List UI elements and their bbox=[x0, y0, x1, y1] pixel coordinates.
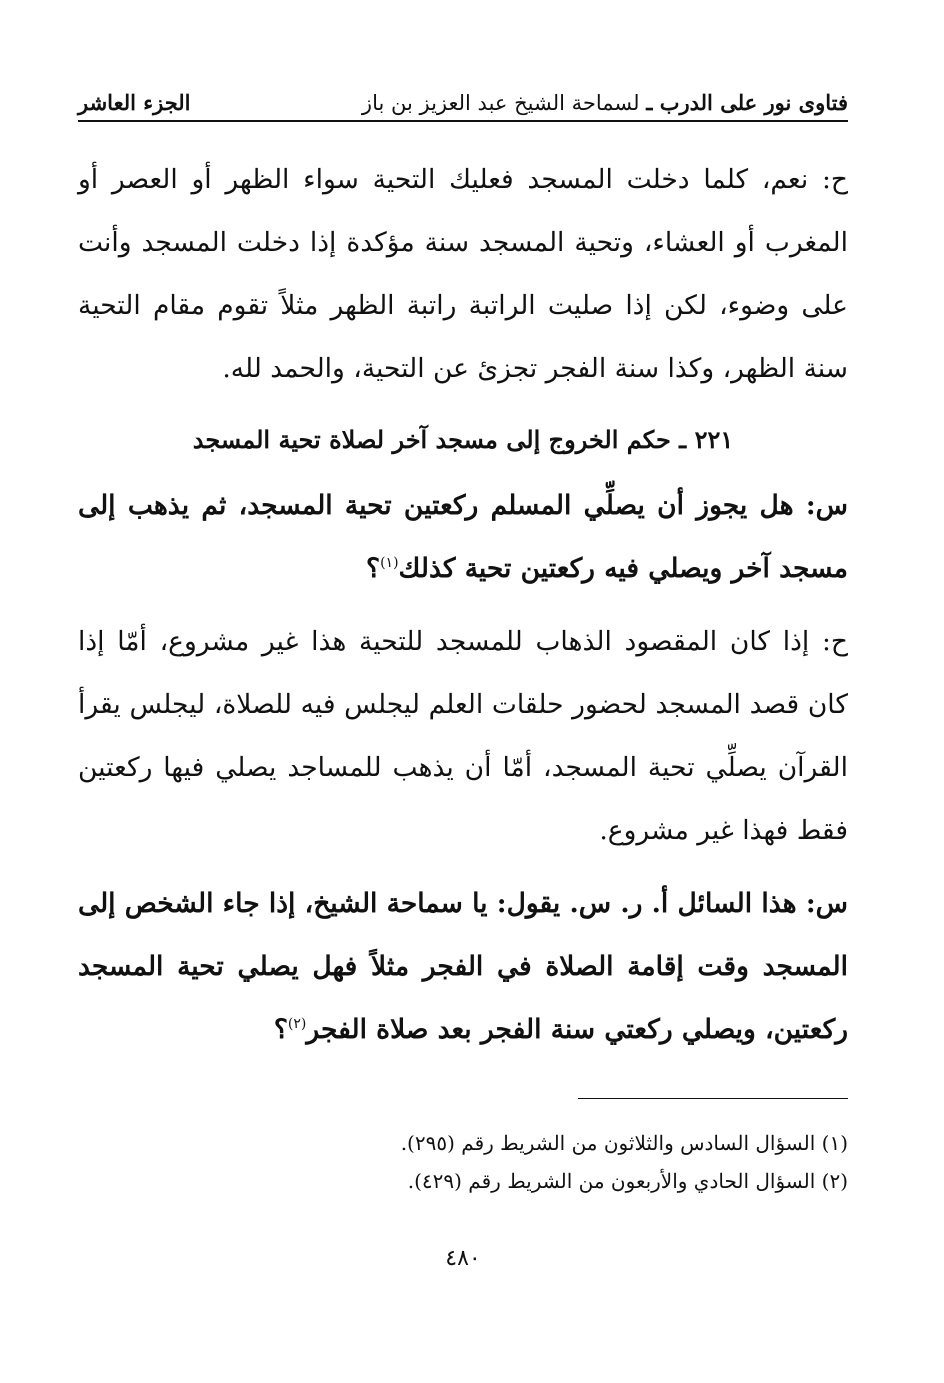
part-label: الجزء العاشر bbox=[78, 90, 191, 115]
footnote-2: (٢) السؤال الحادي والأربعون من الشريط رقم (٤٢٩). bbox=[407, 1169, 848, 1193]
question-2-text: س: هذا السائل أ. ر. س. يقول: يا سماحة الشيخ، إذا جاء الشخص إلى المسجد وقت إقامة الصلاة في الفجر مثلاً فهل يصلي تحية المسجد ركعتين، ويصلي ركعتي سنة الفجر بعد صلاة الفجر bbox=[78, 888, 848, 1045]
footnote-divider bbox=[578, 1098, 848, 1099]
question-1-text: س: هل يجوز أن يصلِّي المسلم ركعتين تحية المسجد، ثم يذهب إلى مسجد آخر ويصلي فيه ركعتين تحية كذلك bbox=[78, 490, 848, 584]
answer-paragraph-2: ح: إذا كان المقصود الذهاب للمسجد للتحية هذا غير مشروع، أمّا إذا كان قصد المسجد لحضور حلقات العلم ليجلس فيه للصلاة، ليجلس يقرأ القرآن يصلِّي تحية المسجد، أمّا أن يذهب للمساجد يصلي فيها ركعتين فقط فهذا غير مشروع. bbox=[78, 626, 848, 846]
footnote-1: (١) السؤال السادس والثلاثون من الشريط رقم (٢٩٥). bbox=[400, 1131, 848, 1155]
book-page bbox=[78, 78, 848, 1368]
section-heading: ٢٢١ ـ حكم الخروج إلى مسجد آخر لصلاة تحية المسجد bbox=[192, 425, 734, 454]
book-title: فتاوى نور على الدرب ـ bbox=[646, 90, 848, 115]
running-header bbox=[78, 86, 848, 122]
body-text bbox=[78, 148, 848, 1061]
answer-paragraph-1: ح: نعم، كلما دخلت المسجد فعليك التحية سواء الظهر أو العصر أو المغرب أو العشاء، وتحية المسجد سنة مؤكدة إذا دخلت المسجد وأنت على وضوء، لكن إذا صليت الراتبة راتبة الظهر مثلاً تقوم مقام التحية سنة الظهر، وكذا سنة الفجر تجزئ عن التحية، والحمد لله. bbox=[78, 164, 848, 384]
page-number: ٤٨٠ bbox=[445, 1246, 481, 1271]
footnotes bbox=[78, 1124, 848, 1200]
author-name: لسماحة الشيخ عبد العزيز بن باز bbox=[361, 91, 640, 115]
footnote-ref-1: (١) bbox=[380, 555, 399, 572]
question-1-mark: ؟ bbox=[366, 553, 381, 584]
question-paragraph-2 bbox=[78, 872, 848, 1061]
question-2-mark: ؟ bbox=[273, 1014, 288, 1045]
footnote-ref-2: (٢) bbox=[287, 1016, 307, 1033]
question-paragraph-1 bbox=[78, 474, 848, 600]
